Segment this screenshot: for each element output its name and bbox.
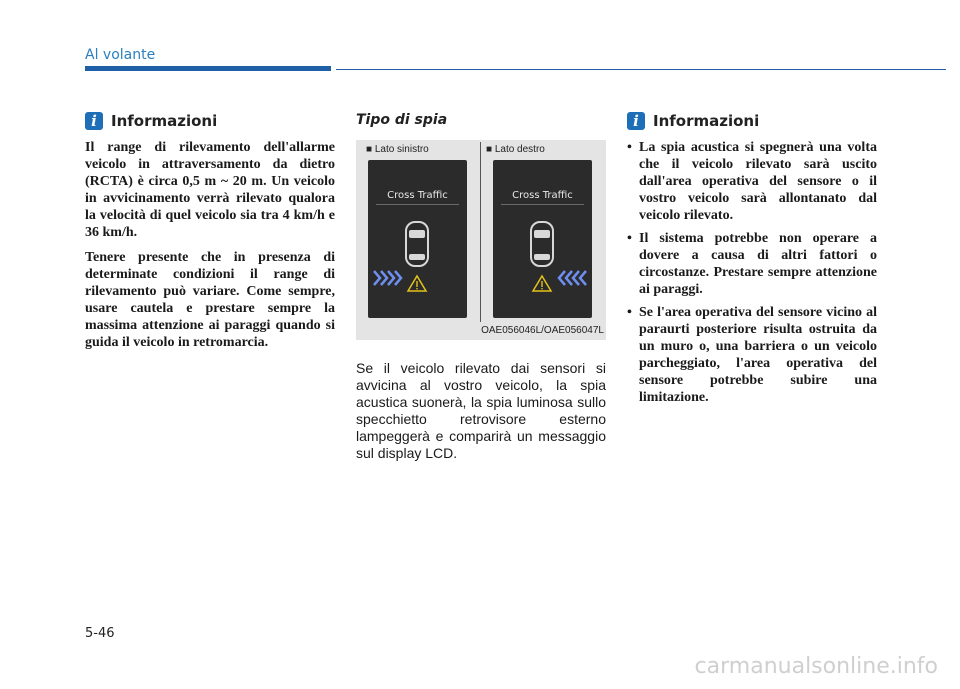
figure-label-right: ■ Lato destro [486, 144, 545, 155]
warning-figure [356, 140, 606, 340]
figure-code: OAE056046L/OAE056047L [481, 325, 604, 336]
info-heading [85, 112, 335, 130]
figure-divider [480, 142, 481, 322]
paragraph: Il range di rilevamento dell'allarme veicolo in attraversamento da dietro (RCTA) è circa 0,5 m ~ 20 m. Un veicolo in avvicinamento verrà rilevato qualora la velocità di quel veicolo sia tra 4 km/h e 36 km/h. [85, 140, 335, 240]
paragraph: Se il veicolo rilevato dai sensori si avvicina al vostro veicolo, la spia acustica suonerà, la spia luminosa sullo specchietto retrovisore esterno lampeggerà e comparirà un messaggio sul display LCD. [356, 360, 606, 461]
page-number: 5-46 [85, 626, 115, 641]
info-icon: i [627, 112, 645, 130]
right-column [627, 112, 877, 412]
section-title: Tipo di spia [356, 112, 448, 128]
list-item: • La spia acustica si spegnerà una volta che il veicolo rilevato sarà uscito dall'area operativa del sensore o il vostro veicolo sarà allontanato dal veicolo rilevato. [627, 139, 877, 224]
left-column [85, 112, 335, 359]
lcd-panel-right [493, 160, 592, 318]
watermark: carmanualsonline.info [694, 654, 938, 679]
display-text: Cross Traffic [512, 190, 573, 201]
section-header: Al volante [85, 47, 156, 63]
info-title: Informazioni [653, 112, 760, 130]
list-item: • Il sistema potrebbe non operare a dovere a causa di altri fattori o circostanze. Prestare sempre attenzione ai paraggi. [627, 230, 877, 298]
middle-column [356, 112, 606, 462]
warning-triangle-icon [408, 276, 426, 291]
lcd-panel-left [368, 160, 467, 318]
list-item: • Se l'area operativa del sensore vicino al paraurti posteriore risulta ostruita da un muro o, una barriera o un veicolo parcheggiato, l'area operativa del sensore potrebbe subire una limitazione. [627, 304, 877, 406]
info-heading [627, 112, 877, 130]
car-top-view-icon [493, 160, 592, 318]
chevron-arrows-icon [374, 271, 401, 285]
paragraph: Tenere presente che in presenza di determinate condizioni il range di rilevamento può variare. Come sempre, usare cautela e prestare sempre la massima attenzione ai paraggi quando si guida il veicolo in retromarcia. [85, 250, 335, 350]
header-rule-thin [336, 69, 946, 70]
display-text: Cross Traffic [387, 190, 448, 201]
bullet-list [627, 139, 877, 406]
chevron-arrows-icon [559, 271, 586, 285]
figure-label-left: ■ Lato sinistro [366, 144, 429, 155]
car-top-view-icon [368, 160, 467, 318]
warning-triangle-icon [533, 276, 551, 291]
info-icon: i [85, 112, 103, 130]
info-title: Informazioni [111, 112, 218, 130]
header-rule-thick [85, 66, 331, 71]
